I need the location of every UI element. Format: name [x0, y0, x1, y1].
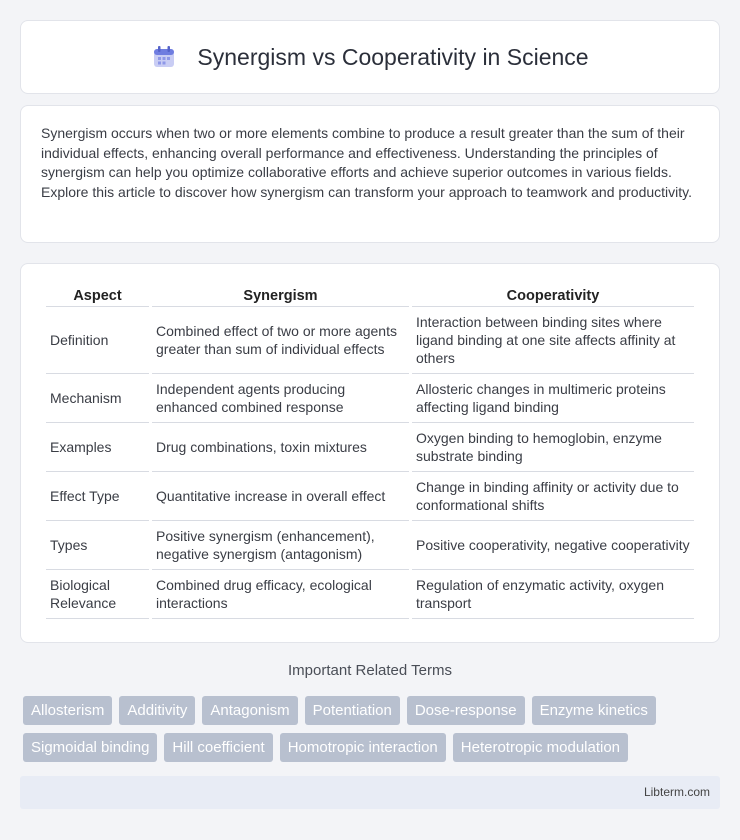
header-synergism: Synergism — [152, 282, 409, 307]
cell-synergism: Drug combinations, toxin mixtures — [152, 423, 409, 472]
related-term-tag[interactable]: Potentiation — [305, 696, 400, 725]
table-row — [46, 570, 694, 619]
related-term-tag[interactable]: Antagonism — [202, 696, 297, 725]
cell-cooperativity: Oxygen binding to hemoglobin, enzyme substrate binding — [412, 423, 694, 472]
calendar-icon — [151, 44, 177, 70]
table-row — [46, 521, 694, 570]
cell-cooperativity: Allosteric changes in multimeric proteins affecting ligand binding — [412, 374, 694, 423]
table-row — [46, 307, 694, 374]
table-row — [46, 374, 694, 423]
cell-aspect: Types — [46, 521, 149, 570]
related-terms-title: Important Related Terms — [288, 662, 452, 679]
related-term-tag[interactable]: Dose-response — [407, 696, 525, 725]
cell-cooperativity: Interaction between binding sites where ligand binding at one site affects affinity at others — [412, 307, 694, 374]
related-term-tag[interactable]: Sigmoidal binding — [23, 733, 157, 762]
related-term-tag[interactable]: Allosterism — [23, 696, 112, 725]
cell-aspect: Effect Type — [46, 472, 149, 521]
cell-aspect: Mechanism — [46, 374, 149, 423]
related-term-tag[interactable]: Hill coefficient — [164, 733, 272, 762]
header-card — [20, 20, 720, 94]
table-header-row — [46, 282, 694, 307]
table-row — [46, 472, 694, 521]
intro-text: Synergism occurs when two or more elements combine to produce a result greater than the sum of their individual effects, enhancing overall performance and effectiveness. Understanding the principles of synergism can help you optimize collaborative efforts and achieve superior outcomes in various fields. Explore this article to discover how synergism can transform your approach to teamwork and productivity. — [41, 125, 693, 200]
cell-cooperativity: Change in binding affinity or activity due to conformational shifts — [412, 472, 694, 521]
table-row — [46, 423, 694, 472]
cell-synergism: Combined effect of two or more agents greater than sum of individual effects — [152, 307, 409, 374]
cell-synergism: Combined drug efficacy, ecological interactions — [152, 570, 409, 619]
footer-site-link[interactable]: Libterm.com — [643, 785, 710, 799]
related-term-tag[interactable]: Enzyme kinetics — [532, 696, 656, 725]
cell-aspect: Definition — [46, 307, 149, 374]
related-term-tag[interactable]: Additivity — [119, 696, 195, 725]
intro-card — [20, 105, 720, 243]
cell-cooperativity: Positive cooperativity, negative cooperativity — [412, 521, 694, 570]
header-cooperativity: Cooperativity — [412, 282, 694, 307]
cell-synergism: Positive synergism (enhancement), negative synergism (antagonism) — [152, 521, 409, 570]
comparison-table-card — [20, 263, 720, 643]
cell-aspect: Biological Relevance — [46, 570, 149, 619]
header-aspect: Aspect — [46, 282, 149, 307]
cell-aspect: Examples — [46, 423, 149, 472]
cell-synergism: Independent agents producing enhanced combined response — [152, 374, 409, 423]
cell-cooperativity: Regulation of enzymatic activity, oxygen transport — [412, 570, 694, 619]
page-title: Synergism vs Cooperativity in Science — [197, 43, 589, 70]
related-terms-list — [23, 696, 723, 762]
cell-synergism: Quantitative increase in overall effect — [152, 472, 409, 521]
related-term-tag[interactable]: Homotropic interaction — [280, 733, 446, 762]
comparison-table — [43, 282, 697, 619]
related-term-tag[interactable]: Heterotropic modulation — [453, 733, 628, 762]
footer — [20, 776, 720, 809]
